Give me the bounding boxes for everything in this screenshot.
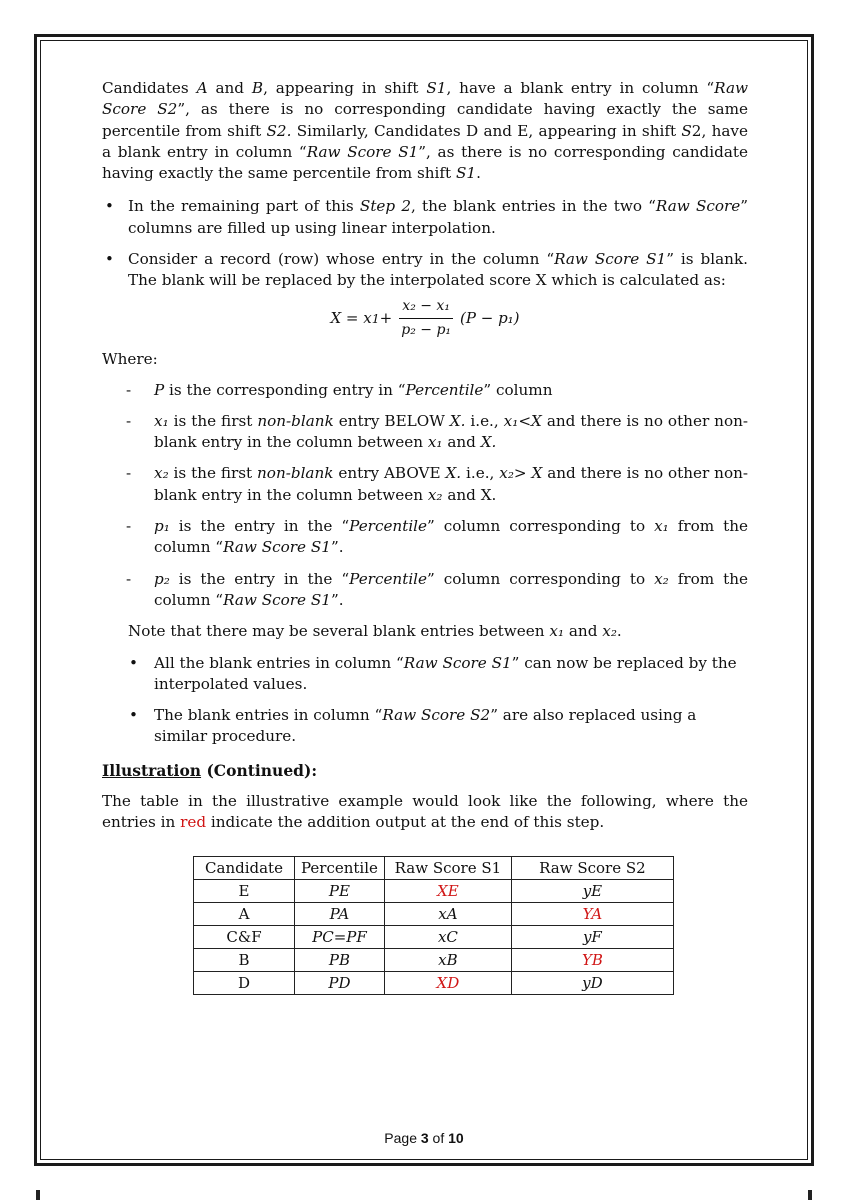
table-row [194,972,674,995]
interpolation-formula: X = x 1 + $\frac{\text{x₂ − x₁}}{\text{p₂ − p₁}}$ (P − p₁) [102,296,748,342]
step-bullets [102,196,748,291]
table-row [194,949,674,972]
table-row [194,926,674,949]
header-percentile: Percentile [295,857,385,880]
corner-mark-left [36,1190,40,1200]
cell-raw-score-s2: YB [511,949,673,972]
cell-raw-score-s1: XE [384,880,511,903]
cell-raw-score-s2: yD [511,972,673,995]
intro-paragraph: Candidates A and B, appearing in shift S1, have a blank entry in column “Raw Score S2”, as there is no corresponding candidate having exactly the same percentile from shift S2. Similarly, Candidates D and E, appearing in shift S2, have a blank entry in column “Raw Score S1”, as there is no corresponding candidate having exactly the same percentile from shift S1. [102,79,748,183]
def-p2: - p₂ is the entry in the “Percentile” column corresponding to x₂ from the column “Raw Score S1”. [102,569,748,612]
page-content [102,78,748,834]
def-p1: - p₁ is the entry in the “Percentile” column corresponding to x₁ from the column “Raw Score S1”. [102,516,748,559]
illustration-intro: The table in the illustrative example would look like the following, where the entries in red indicate the addition output at the end of this step. [102,792,748,832]
table-row [194,903,674,926]
formula-fraction: $\frac{\text{x₂ − x₁}}{\text{p₂ − p₁}}$ [401,297,452,338]
cell-raw-score-s1: xA [384,903,511,926]
cell-percentile: PD [295,972,385,995]
bullet-interpolation: • In the remaining part of this Step 2, the blank entries in the two “Raw Score” columns are filled up using linear interpolation. [102,196,748,239]
table-header-row [194,857,674,880]
where-label: Where: [102,350,158,369]
cell-candidate: E [194,880,295,903]
cell-percentile: PE [295,880,385,903]
illustration-heading: Illustration (Continued): [102,760,318,780]
cell-candidate: B [194,949,295,972]
table-row [194,880,674,903]
table-body [194,880,674,995]
replacement-bullets [102,653,748,748]
bullet-record: • Consider a record (row) whose entry in the column “Raw Score S1” is blank. The blank will be replaced by the interpolated score X which is calculated as: [102,249,748,292]
cell-raw-score-s2: yF [511,926,673,949]
cell-percentile: PB [295,949,385,972]
cell-raw-score-s2: YA [511,903,673,926]
def-x1: - x₁ is the first non-blank entry BELOW X. i.e., x₁<X and there is no other non-blank entry in the column between x₁ and X. [102,411,748,454]
cell-candidate: C&F [194,926,295,949]
cell-candidate: A [194,903,295,926]
definition-list [102,380,748,612]
header-candidate: Candidate [194,857,295,880]
cell-percentile: PC=PF [295,926,385,949]
header-raw-score-s2: Raw Score S2 [511,857,673,880]
page-footer: Page 3 of 10 [384,1130,464,1146]
corner-mark-right [808,1190,812,1200]
illustration-table [193,856,674,995]
cell-percentile: PA [295,903,385,926]
bullet-replace-s1: • All the blank entries in column “Raw Score S1” can now be replaced by the interpolated values. [102,653,748,696]
cell-raw-score-s2: yE [511,880,673,903]
header-raw-score-s1: Raw Score S1 [384,857,511,880]
cell-raw-score-s1: XD [384,972,511,995]
def-x2: - x₂ is the first non-blank entry ABOVE X. i.e., x₂> X and there is no other non-blank entry in the column between x₂ and X. [102,463,748,506]
note-text: Note that there may be several blank entries between x₁ and x₂. [128,622,622,641]
cell-candidate: D [194,972,295,995]
def-p: - P is the corresponding entry in “Percentile” column [102,380,748,401]
bullet-replace-s2: • The blank entries in column “Raw Score S2” are also replaced using a similar procedure. [102,705,748,748]
cell-raw-score-s1: xC [384,926,511,949]
cell-raw-score-s1: xB [384,949,511,972]
